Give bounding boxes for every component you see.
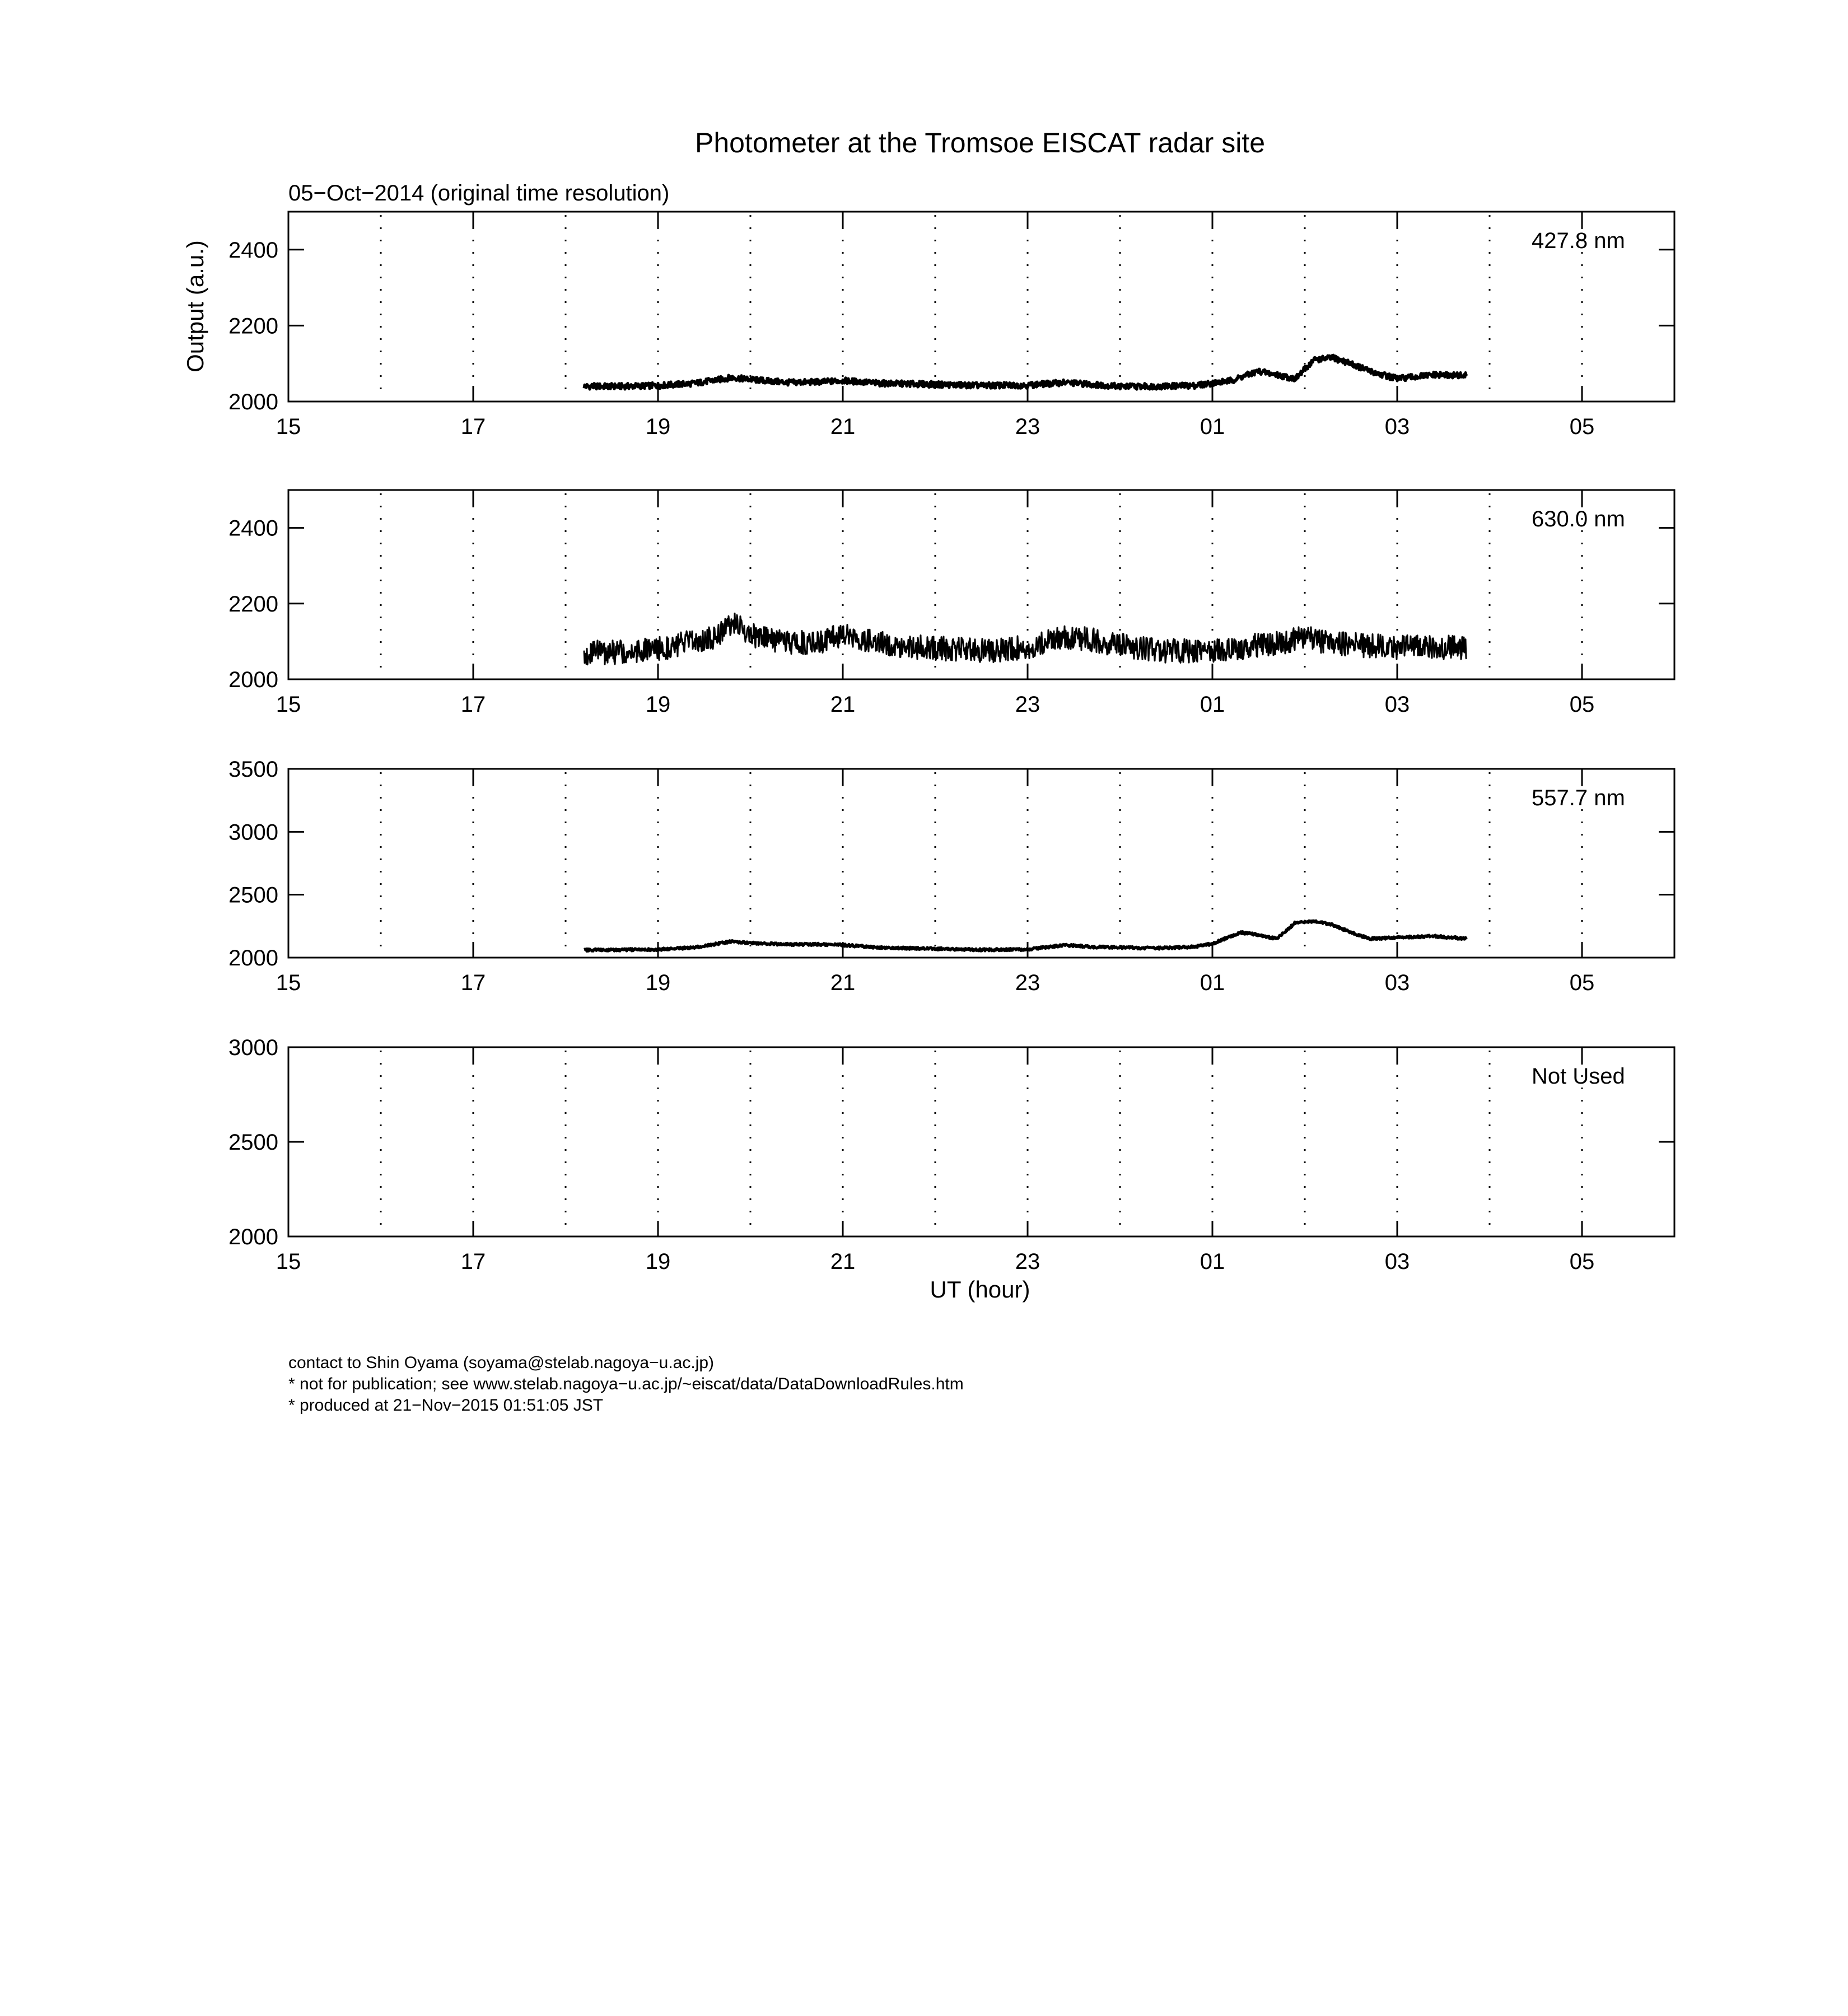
- x-tick-label: 19: [645, 970, 671, 995]
- y-tick-label: 3500: [228, 757, 278, 782]
- x-tick-label: 15: [276, 1249, 301, 1274]
- x-tick-label: 21: [830, 692, 856, 717]
- x-tick-label: 01: [1200, 414, 1225, 439]
- x-tick-label: 23: [1015, 414, 1040, 439]
- x-tick-label: 19: [645, 692, 671, 717]
- panel-label: 630.0 nm: [1532, 507, 1625, 531]
- series-line: [584, 355, 1467, 389]
- x-tick-label: 05: [1569, 414, 1595, 439]
- y-axis-label: Output (a.u.): [182, 240, 208, 372]
- x-tick-label: 15: [276, 970, 301, 995]
- x-tick-label: 01: [1200, 1249, 1225, 1274]
- x-tick-label: 21: [830, 1249, 856, 1274]
- footer-produced-at: * produced at 21−Nov−2015 01:51:05 JST: [288, 1396, 604, 1415]
- panel-label: 557.7 nm: [1532, 786, 1625, 810]
- panel-label: 427.8 nm: [1532, 228, 1625, 253]
- footer-contact: contact to Shin Oyama (soyama@stelab.nagoya−u.ac.jp): [288, 1354, 715, 1372]
- y-tick-label: 2500: [228, 1130, 278, 1155]
- panel-557-7-nm: [228, 757, 1674, 995]
- y-tick-label: 2500: [228, 883, 278, 908]
- x-tick-label: 01: [1200, 692, 1225, 717]
- y-tick-label: 2000: [228, 946, 278, 970]
- x-tick-label: 19: [645, 414, 671, 439]
- footer-notes: [288, 1354, 964, 1415]
- y-tick-label: 2000: [228, 668, 278, 692]
- x-tick-label: 03: [1384, 970, 1410, 995]
- x-tick-label: 23: [1015, 1249, 1040, 1274]
- footer-publication-note: * not for publication; see www.stelab.nagoya−u.ac.jp/~eiscat/data/DataDownloadRules.htm: [288, 1375, 964, 1393]
- series-line: [584, 613, 1467, 664]
- panel-630-0-nm: [228, 490, 1674, 717]
- y-tick-label: 2200: [228, 314, 278, 339]
- x-tick-label: 21: [830, 414, 856, 439]
- x-tick-label: 05: [1569, 970, 1595, 995]
- panel-427-8-nm: [228, 212, 1674, 439]
- x-tick-label: 03: [1384, 414, 1410, 439]
- x-tick-label: 15: [276, 414, 301, 439]
- x-tick-label: 19: [645, 1249, 671, 1274]
- x-tick-label: 17: [460, 692, 486, 717]
- plot-frame: [288, 1047, 1674, 1236]
- y-tick-label: 2200: [228, 591, 278, 617]
- y-tick-label: 2000: [228, 1225, 278, 1249]
- x-axis-label: UT (hour): [930, 1276, 1030, 1303]
- figure-subtitle: 05−Oct−2014 (original time resolution): [288, 181, 670, 206]
- y-tick-label: 3000: [228, 1035, 278, 1060]
- figure-title: Photometer at the Tromsoe EISCAT radar site: [694, 127, 1266, 158]
- x-tick-label: 03: [1384, 1249, 1410, 1274]
- plot-frame: [288, 769, 1674, 958]
- x-tick-label: 21: [830, 970, 856, 995]
- x-tick-label: 17: [460, 414, 486, 439]
- y-tick-label: 3000: [228, 820, 278, 845]
- series-line: [584, 921, 1467, 951]
- panel-not-used: [228, 1035, 1674, 1274]
- x-tick-label: 03: [1384, 692, 1410, 717]
- x-tick-label: 15: [276, 692, 301, 717]
- y-tick-label: 2000: [228, 390, 278, 414]
- x-tick-label: 23: [1015, 692, 1040, 717]
- x-tick-label: 17: [460, 970, 486, 995]
- x-tick-label: 01: [1200, 970, 1225, 995]
- y-tick-label: 2400: [228, 516, 278, 541]
- x-tick-label: 17: [460, 1249, 486, 1274]
- x-tick-label: 05: [1569, 1249, 1595, 1274]
- x-tick-label: 05: [1569, 692, 1595, 717]
- panel-label: Not Used: [1532, 1064, 1625, 1089]
- y-tick-label: 2400: [228, 237, 278, 263]
- x-tick-label: 23: [1015, 970, 1040, 995]
